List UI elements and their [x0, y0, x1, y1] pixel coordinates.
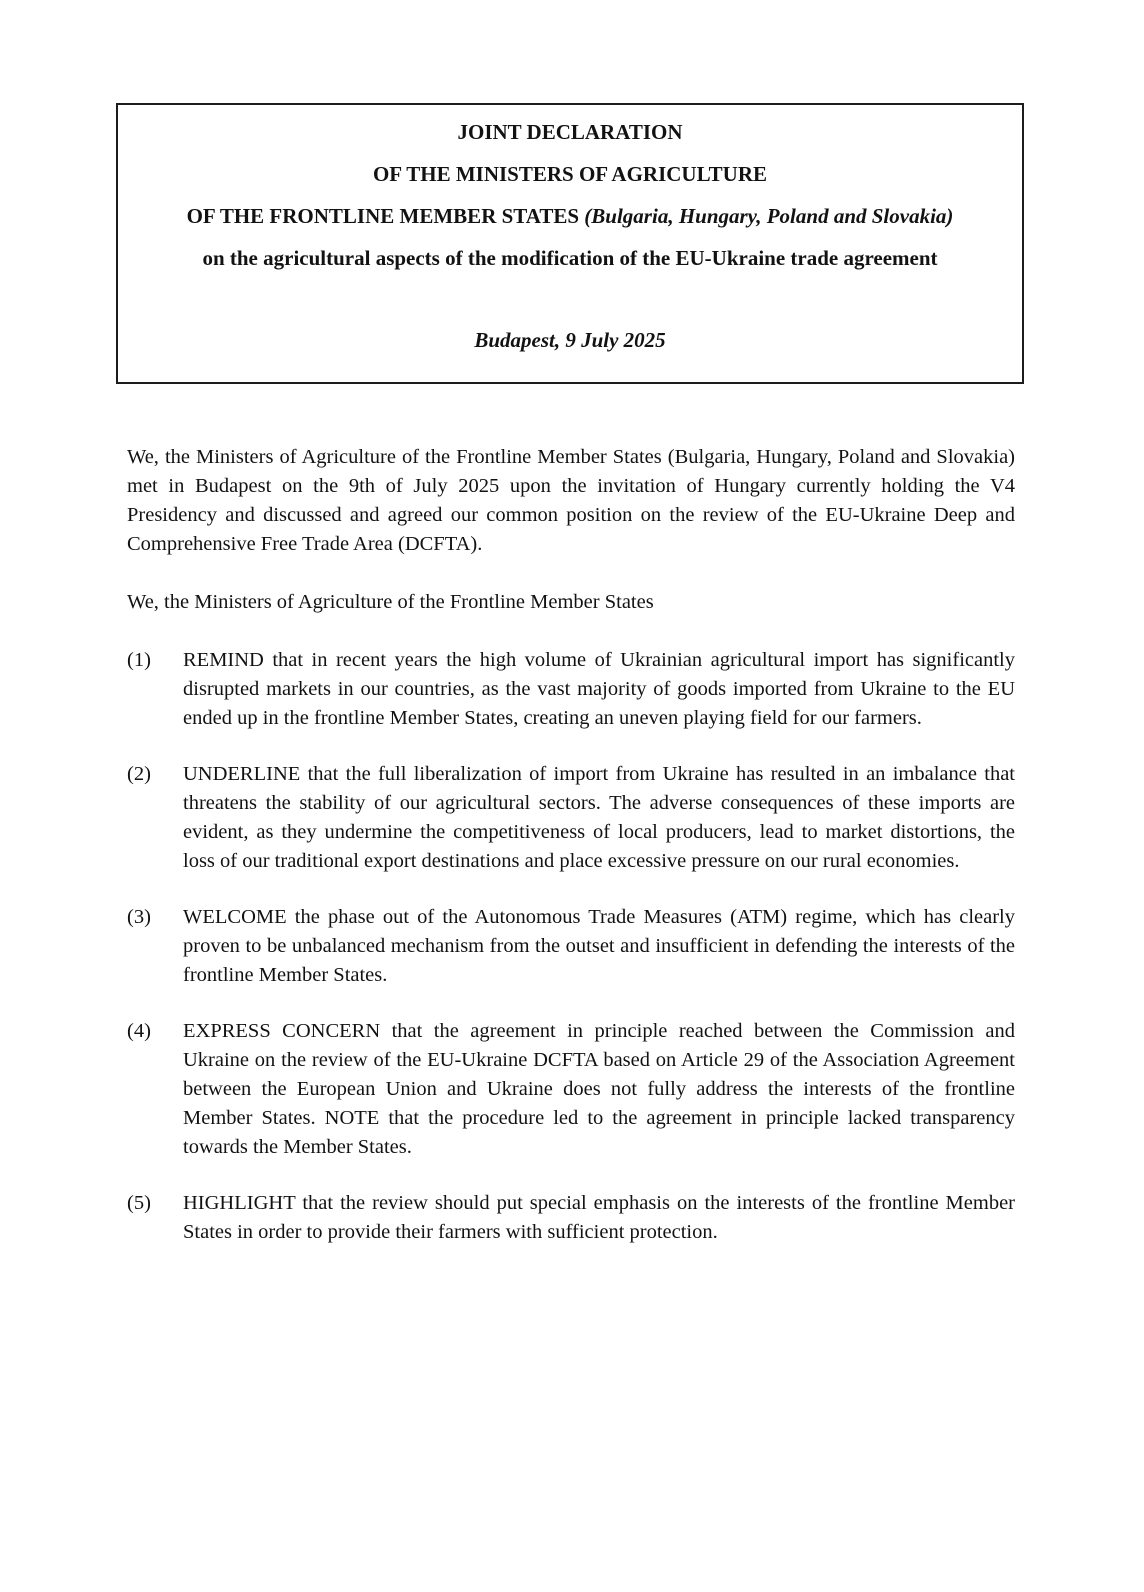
list-item-text: WELCOME the phase out of the Autonomous Trade Measures (ATM) regime, which has clearly proven to be unbalanced mechanism from the outset and insufficient in defending the interests of the frontline Member States.	[183, 906, 1015, 986]
dateline: Budapest, 9 July 2025	[474, 328, 666, 352]
list-item-number: (2)	[127, 763, 151, 785]
title-line-3	[160, 202, 980, 230]
title-line-3-italic: (Bulgaria, Hungary, Poland and Slovakia)	[584, 204, 954, 228]
list-item-number: (3)	[127, 906, 151, 928]
list-item-number: (5)	[127, 1192, 151, 1214]
lead-in-paragraph: We, the Ministers of Agriculture of the Frontline Member States	[127, 591, 654, 613]
title-line-4: on the agricultural aspects of the modification of the EU-Ukraine trade agreement	[202, 246, 938, 270]
list-item-text: REMIND that in recent years the high volume of Ukrainian agricultural import has significantly disrupted markets in our countries, as the vast majority of goods imported from Ukraine to the EU ended up in the frontline Member States, creating an uneven playing field for our farmers.	[183, 649, 1015, 729]
list-item	[127, 1189, 1015, 1247]
declaration-list	[127, 646, 1015, 1247]
title-line-1: JOINT DECLARATION	[457, 120, 683, 144]
title-line-3-bold: OF THE FRONTLINE MEMBER STATES	[186, 204, 580, 228]
list-item-text: HIGHLIGHT that the review should put special emphasis on the interests of the frontline Member States in order to provide their farmers with sufficient protection.	[183, 1192, 1015, 1243]
list-item-number: (1)	[127, 649, 151, 671]
list-item	[127, 646, 1015, 733]
document-body	[127, 443, 1015, 1274]
list-item	[127, 760, 1015, 876]
intro-paragraph: We, the Ministers of Agriculture of the Frontline Member States (Bulgaria, Hungary, Poland and Slovakia) met in Budapest on the 9th of July 2025 upon the invitation of Hungary currently holding the V4 Presidency and discussed and agreed our common position on the review of the EU-Ukraine Deep and Comprehensive Free Trade Area (DCFTA).	[127, 446, 1015, 555]
list-item-text: UNDERLINE that the full liberalization of import from Ukraine has resulted in an imbalance that threatens the stability of our agricultural sectors. The adverse consequences of these imports are evident, as they undermine the competitiveness of local producers, lead to market distortions, the loss of our traditional export destinations and place excessive pressure on our rural economies.	[183, 763, 1015, 872]
list-item-text: EXPRESS CONCERN that the agreement in principle reached between the Commission and Ukraine on the review of the EU-Ukraine DCFTA based on Article 29 of the Association Agreement between the European Union and Ukraine does not fully address the interests of the frontline Member States. NOTE that the procedure led to the agreement in principle lacked transparency towards the Member States.	[183, 1020, 1015, 1158]
title-line-2: OF THE MINISTERS OF AGRICULTURE	[372, 162, 768, 186]
title-box	[116, 103, 1024, 384]
list-item	[127, 1017, 1015, 1162]
list-item	[127, 903, 1015, 990]
list-item-number: (4)	[127, 1020, 151, 1042]
